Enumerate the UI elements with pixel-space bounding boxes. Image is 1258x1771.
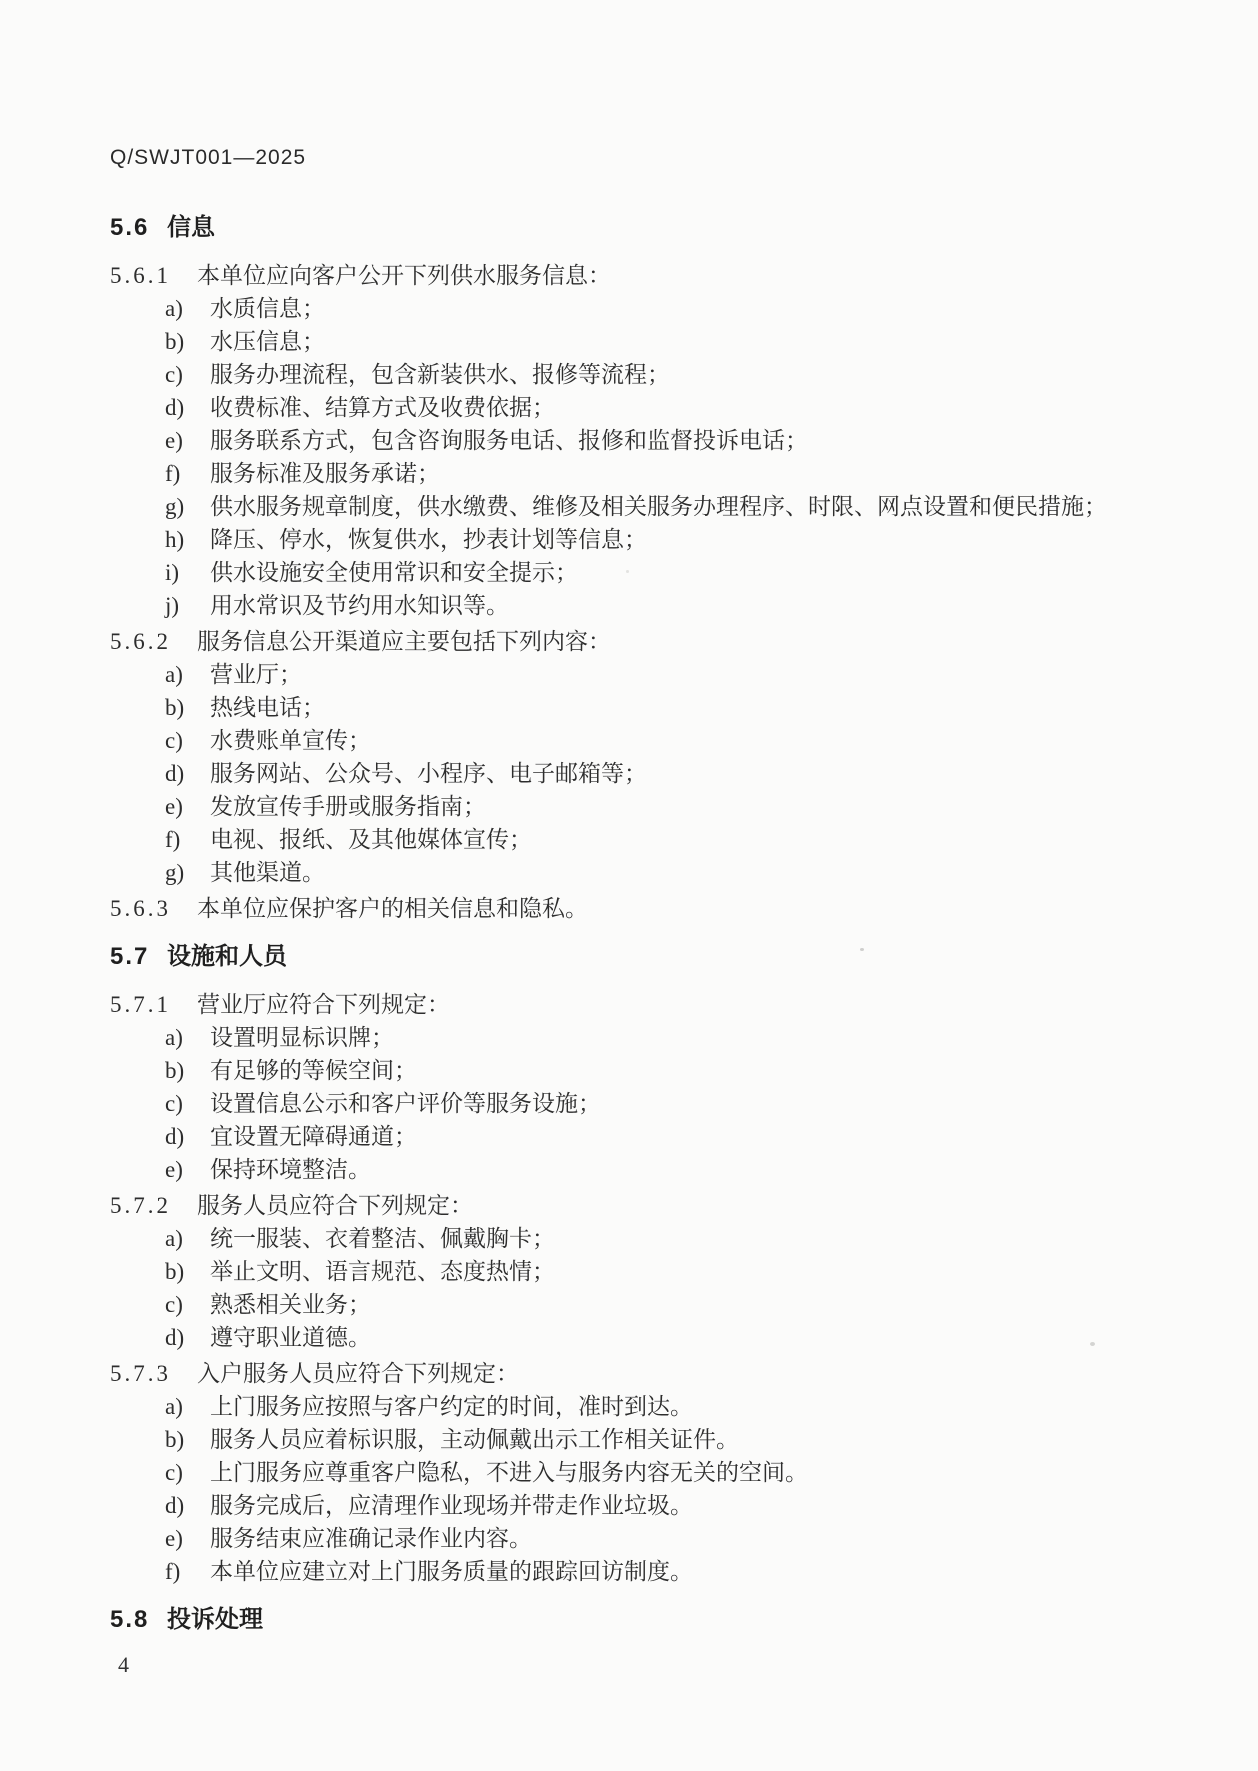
item-text: 遵守职业道德。 bbox=[210, 1325, 371, 1350]
item-text: 服务办理流程，包含新装供水、报修等流程； bbox=[210, 362, 670, 387]
item-text: 保持环境整洁。 bbox=[210, 1157, 371, 1182]
document-body bbox=[110, 196, 1200, 1651]
clause-number: 5.7.2 bbox=[110, 1193, 171, 1218]
item-text: 发放宣传手册或服务指南； bbox=[210, 794, 486, 819]
clause-number: 5.7.3 bbox=[110, 1361, 171, 1386]
list-item-c-25 bbox=[110, 1087, 1200, 1120]
item-marker: d) bbox=[165, 761, 185, 786]
list-item-j-11 bbox=[110, 589, 1200, 622]
item-marker: d) bbox=[165, 1124, 185, 1149]
item-text: 营业厅； bbox=[210, 662, 302, 687]
list-item-c-31 bbox=[110, 1288, 1200, 1321]
clause-text: 服务人员应符合下列规定： bbox=[197, 1193, 473, 1218]
section-title: 信息 bbox=[167, 214, 215, 241]
list-item-a-29 bbox=[110, 1222, 1200, 1255]
list-item-b-30 bbox=[110, 1255, 1200, 1288]
clause-number: 5.6.2 bbox=[110, 629, 171, 654]
clause-number: 5.6.1 bbox=[110, 263, 171, 288]
item-marker: b) bbox=[165, 329, 185, 354]
item-text: 服务人员应着标识服，主动佩戴出示工作相关证件。 bbox=[210, 1427, 739, 1452]
clause-text: 本单位应向客户公开下列供水服务信息： bbox=[197, 263, 611, 288]
clause-text: 营业厅应符合下列规定： bbox=[197, 992, 450, 1017]
item-text: 上门服务应按照与客户约定的时间，准时到达。 bbox=[210, 1394, 693, 1419]
item-text: 设置明显标识牌； bbox=[210, 1025, 394, 1050]
list-item-e-6 bbox=[110, 424, 1200, 457]
list-item-f-7 bbox=[110, 457, 1200, 490]
item-text: 上门服务应尊重客户隐私，不进入与服务内容无关的空间。 bbox=[210, 1460, 808, 1485]
list-item-b-3 bbox=[110, 325, 1200, 358]
item-text: 服务标准及服务承诺； bbox=[210, 461, 440, 486]
item-marker: a) bbox=[165, 296, 183, 321]
list-item-e-38 bbox=[110, 1522, 1200, 1555]
item-marker: e) bbox=[165, 1526, 183, 1551]
page-number: 4 bbox=[118, 1652, 129, 1677]
section-heading-5.7 bbox=[110, 940, 1200, 973]
item-text: 水费账单宣传； bbox=[210, 728, 371, 753]
clause-5.7.1 bbox=[110, 988, 1200, 1021]
list-item-c-4 bbox=[110, 358, 1200, 391]
clause-5.6.2 bbox=[110, 625, 1200, 658]
item-marker: g) bbox=[165, 494, 185, 519]
item-text: 供水服务规章制度，供水缴费、维修及相关服务办理程序、时限、网点设置和便民措施； bbox=[210, 494, 1107, 519]
item-text: 服务联系方式，包含咨询服务电话、报修和监督投诉电话； bbox=[210, 428, 808, 453]
section-number: 5.8 bbox=[110, 1606, 150, 1633]
list-item-i-10 bbox=[110, 556, 1200, 589]
scan-speck bbox=[626, 570, 629, 573]
item-text: 其他渠道。 bbox=[210, 860, 325, 885]
item-marker: c) bbox=[165, 362, 183, 387]
item-marker: a) bbox=[165, 1394, 183, 1419]
item-marker: c) bbox=[165, 1091, 183, 1116]
clause-5.7.3 bbox=[110, 1357, 1200, 1390]
section-number: 5.7 bbox=[110, 943, 150, 970]
clause-number: 5.6.3 bbox=[110, 896, 171, 921]
list-item-f-18 bbox=[110, 823, 1200, 856]
item-marker: f) bbox=[165, 827, 181, 852]
clause-number: 5.7.1 bbox=[110, 992, 171, 1017]
item-marker: e) bbox=[165, 428, 183, 453]
list-item-b-35 bbox=[110, 1423, 1200, 1456]
list-item-e-27 bbox=[110, 1153, 1200, 1186]
scan-speck bbox=[860, 948, 864, 951]
item-marker: e) bbox=[165, 1157, 183, 1182]
item-marker: c) bbox=[165, 1460, 183, 1485]
item-text: 本单位应建立对上门服务质量的跟踪回访制度。 bbox=[210, 1559, 693, 1584]
item-text: 收费标准、结算方式及收费依据； bbox=[210, 395, 555, 420]
document-code: Q/SWJT001—2025 bbox=[110, 146, 307, 169]
item-text: 水质信息； bbox=[210, 296, 325, 321]
list-item-a-13 bbox=[110, 658, 1200, 691]
item-text: 宜设置无障碍通道； bbox=[210, 1124, 417, 1149]
item-marker: c) bbox=[165, 1292, 183, 1317]
item-text: 举止文明、语言规范、态度热情； bbox=[210, 1259, 555, 1284]
list-item-h-9 bbox=[110, 523, 1200, 556]
section-title: 设施和人员 bbox=[167, 943, 287, 970]
clause-5.6.3 bbox=[110, 892, 1200, 925]
item-marker: j) bbox=[165, 593, 180, 618]
list-item-f-39 bbox=[110, 1555, 1200, 1588]
list-item-d-32 bbox=[110, 1321, 1200, 1354]
item-text: 电视、报纸、及其他媒体宣传； bbox=[210, 827, 532, 852]
item-text: 降压、停水，恢复供水，抄表计划等信息； bbox=[210, 527, 647, 552]
item-marker: h) bbox=[165, 527, 185, 552]
clause-5.6.1 bbox=[110, 259, 1200, 292]
section-heading-5.6 bbox=[110, 211, 1200, 244]
item-marker: g) bbox=[165, 860, 185, 885]
item-text: 服务完成后，应清理作业现场并带走作业垃圾。 bbox=[210, 1493, 693, 1518]
item-text: 用水常识及节约用水知识等。 bbox=[210, 593, 509, 618]
section-heading-5.8 bbox=[110, 1603, 1200, 1636]
item-marker: i) bbox=[165, 560, 180, 585]
list-item-g-19 bbox=[110, 856, 1200, 889]
item-text: 统一服装、衣着整洁、佩戴胸卡； bbox=[210, 1226, 555, 1251]
list-item-d-37 bbox=[110, 1489, 1200, 1522]
list-item-e-17 bbox=[110, 790, 1200, 823]
item-text: 热线电话； bbox=[210, 695, 325, 720]
item-marker: e) bbox=[165, 794, 183, 819]
item-text: 有足够的等候空间； bbox=[210, 1058, 417, 1083]
item-marker: a) bbox=[165, 662, 183, 687]
clause-text: 入户服务人员应符合下列规定： bbox=[197, 1361, 519, 1386]
list-item-b-14 bbox=[110, 691, 1200, 724]
item-marker: a) bbox=[165, 1025, 183, 1050]
item-text: 设置信息公示和客户评价等服务设施； bbox=[210, 1091, 601, 1116]
list-item-c-15 bbox=[110, 724, 1200, 757]
item-marker: d) bbox=[165, 1325, 185, 1350]
item-text: 水压信息； bbox=[210, 329, 325, 354]
item-marker: d) bbox=[165, 1493, 185, 1518]
item-marker: f) bbox=[165, 1559, 181, 1584]
section-number: 5.6 bbox=[110, 214, 150, 241]
item-marker: b) bbox=[165, 1427, 185, 1452]
item-marker: a) bbox=[165, 1226, 183, 1251]
item-marker: d) bbox=[165, 395, 185, 420]
item-text: 服务结束应准确记录作业内容。 bbox=[210, 1526, 532, 1551]
list-item-a-34 bbox=[110, 1390, 1200, 1423]
item-text: 熟悉相关业务； bbox=[210, 1292, 371, 1317]
clause-text: 服务信息公开渠道应主要包括下列内容： bbox=[197, 629, 611, 654]
item-marker: f) bbox=[165, 461, 181, 486]
list-item-b-24 bbox=[110, 1054, 1200, 1087]
list-item-a-2 bbox=[110, 292, 1200, 325]
item-marker: c) bbox=[165, 728, 183, 753]
list-item-g-8 bbox=[110, 490, 1200, 523]
list-item-d-26 bbox=[110, 1120, 1200, 1153]
list-item-d-16 bbox=[110, 757, 1200, 790]
list-item-d-5 bbox=[110, 391, 1200, 424]
list-item-a-23 bbox=[110, 1021, 1200, 1054]
item-marker: b) bbox=[165, 695, 185, 720]
list-item-c-36 bbox=[110, 1456, 1200, 1489]
item-text: 供水设施安全使用常识和安全提示； bbox=[210, 560, 578, 585]
item-text: 服务网站、公众号、小程序、电子邮箱等； bbox=[210, 761, 647, 786]
section-title: 投诉处理 bbox=[167, 1606, 263, 1633]
clause-text: 本单位应保护客户的相关信息和隐私。 bbox=[197, 896, 588, 921]
scan-speck bbox=[1090, 1342, 1095, 1346]
clause-5.7.2 bbox=[110, 1189, 1200, 1222]
item-marker: b) bbox=[165, 1058, 185, 1083]
item-marker: b) bbox=[165, 1259, 185, 1284]
